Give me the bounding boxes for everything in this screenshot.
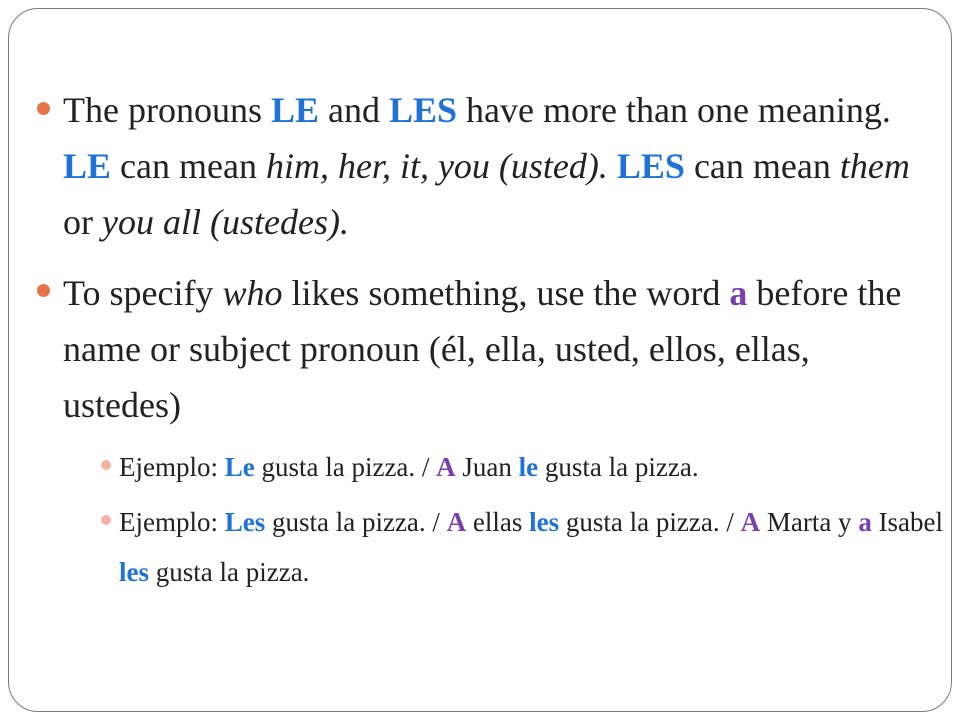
bullet-dot [37, 102, 50, 115]
sub-bullet-text [119, 442, 949, 492]
text-run: likes something, use the word [282, 273, 730, 313]
text-run: gusta la pizza. / [559, 507, 741, 537]
text-run: can mean [684, 146, 840, 186]
italic-run: who [222, 273, 283, 313]
slide-frame [8, 8, 952, 712]
pronoun-highlight: Les [224, 507, 266, 537]
preposition-highlight: A [436, 452, 456, 482]
text-run: To specify [63, 273, 223, 313]
pronoun-highlight: Le [224, 452, 255, 482]
bullet-text [63, 265, 923, 433]
text-run: Juan [455, 452, 519, 482]
italic-run: him, her, it, you (usted). [265, 146, 608, 186]
preposition-highlight: a [729, 273, 748, 313]
pronoun-highlight: les [119, 557, 149, 587]
text-run: or [63, 202, 102, 242]
italic-run: you all (ustedes). [102, 202, 349, 242]
pronoun-highlight: LES [388, 90, 458, 130]
text-run: and [319, 90, 389, 130]
text-run: gusta la pizza. / [254, 452, 437, 482]
pronoun-highlight: LES [616, 146, 685, 186]
text-run: Marta y [760, 507, 859, 537]
text-run: gusta la pizza. [149, 557, 310, 587]
text-run: Isabel [871, 507, 944, 537]
pronoun-highlight: le [518, 452, 539, 482]
bullet-text [63, 82, 923, 250]
italic-run: them [839, 146, 910, 186]
sub-bullet-dot [101, 515, 111, 525]
text-run: Ejemplo: [119, 507, 225, 537]
pronoun-highlight: les [529, 507, 560, 537]
preposition-highlight: a [858, 507, 872, 537]
pronoun-highlight: LE [63, 146, 112, 186]
preposition-highlight: A [740, 507, 761, 537]
text-run: gusta la pizza. / [265, 507, 447, 537]
sub-bullet-dot [101, 460, 111, 470]
bullet-dot [37, 284, 50, 297]
pronoun-highlight: LE [270, 90, 319, 130]
text-run: The pronouns [63, 90, 271, 130]
text-run: gusta la pizza. [538, 452, 699, 482]
text-run: before the name or subject pronoun (él, ella, usted, ellos, ellas, ustedes) [63, 273, 902, 425]
sub-bullet-text [119, 497, 949, 597]
slide-content [9, 9, 953, 713]
text-run: have more than one meaning. [457, 90, 891, 130]
text-run: can mean [111, 146, 266, 186]
text-run [608, 146, 617, 186]
text-run: Ejemplo: [119, 452, 225, 482]
preposition-highlight: A [446, 507, 467, 537]
text-run: ellas [466, 507, 530, 537]
